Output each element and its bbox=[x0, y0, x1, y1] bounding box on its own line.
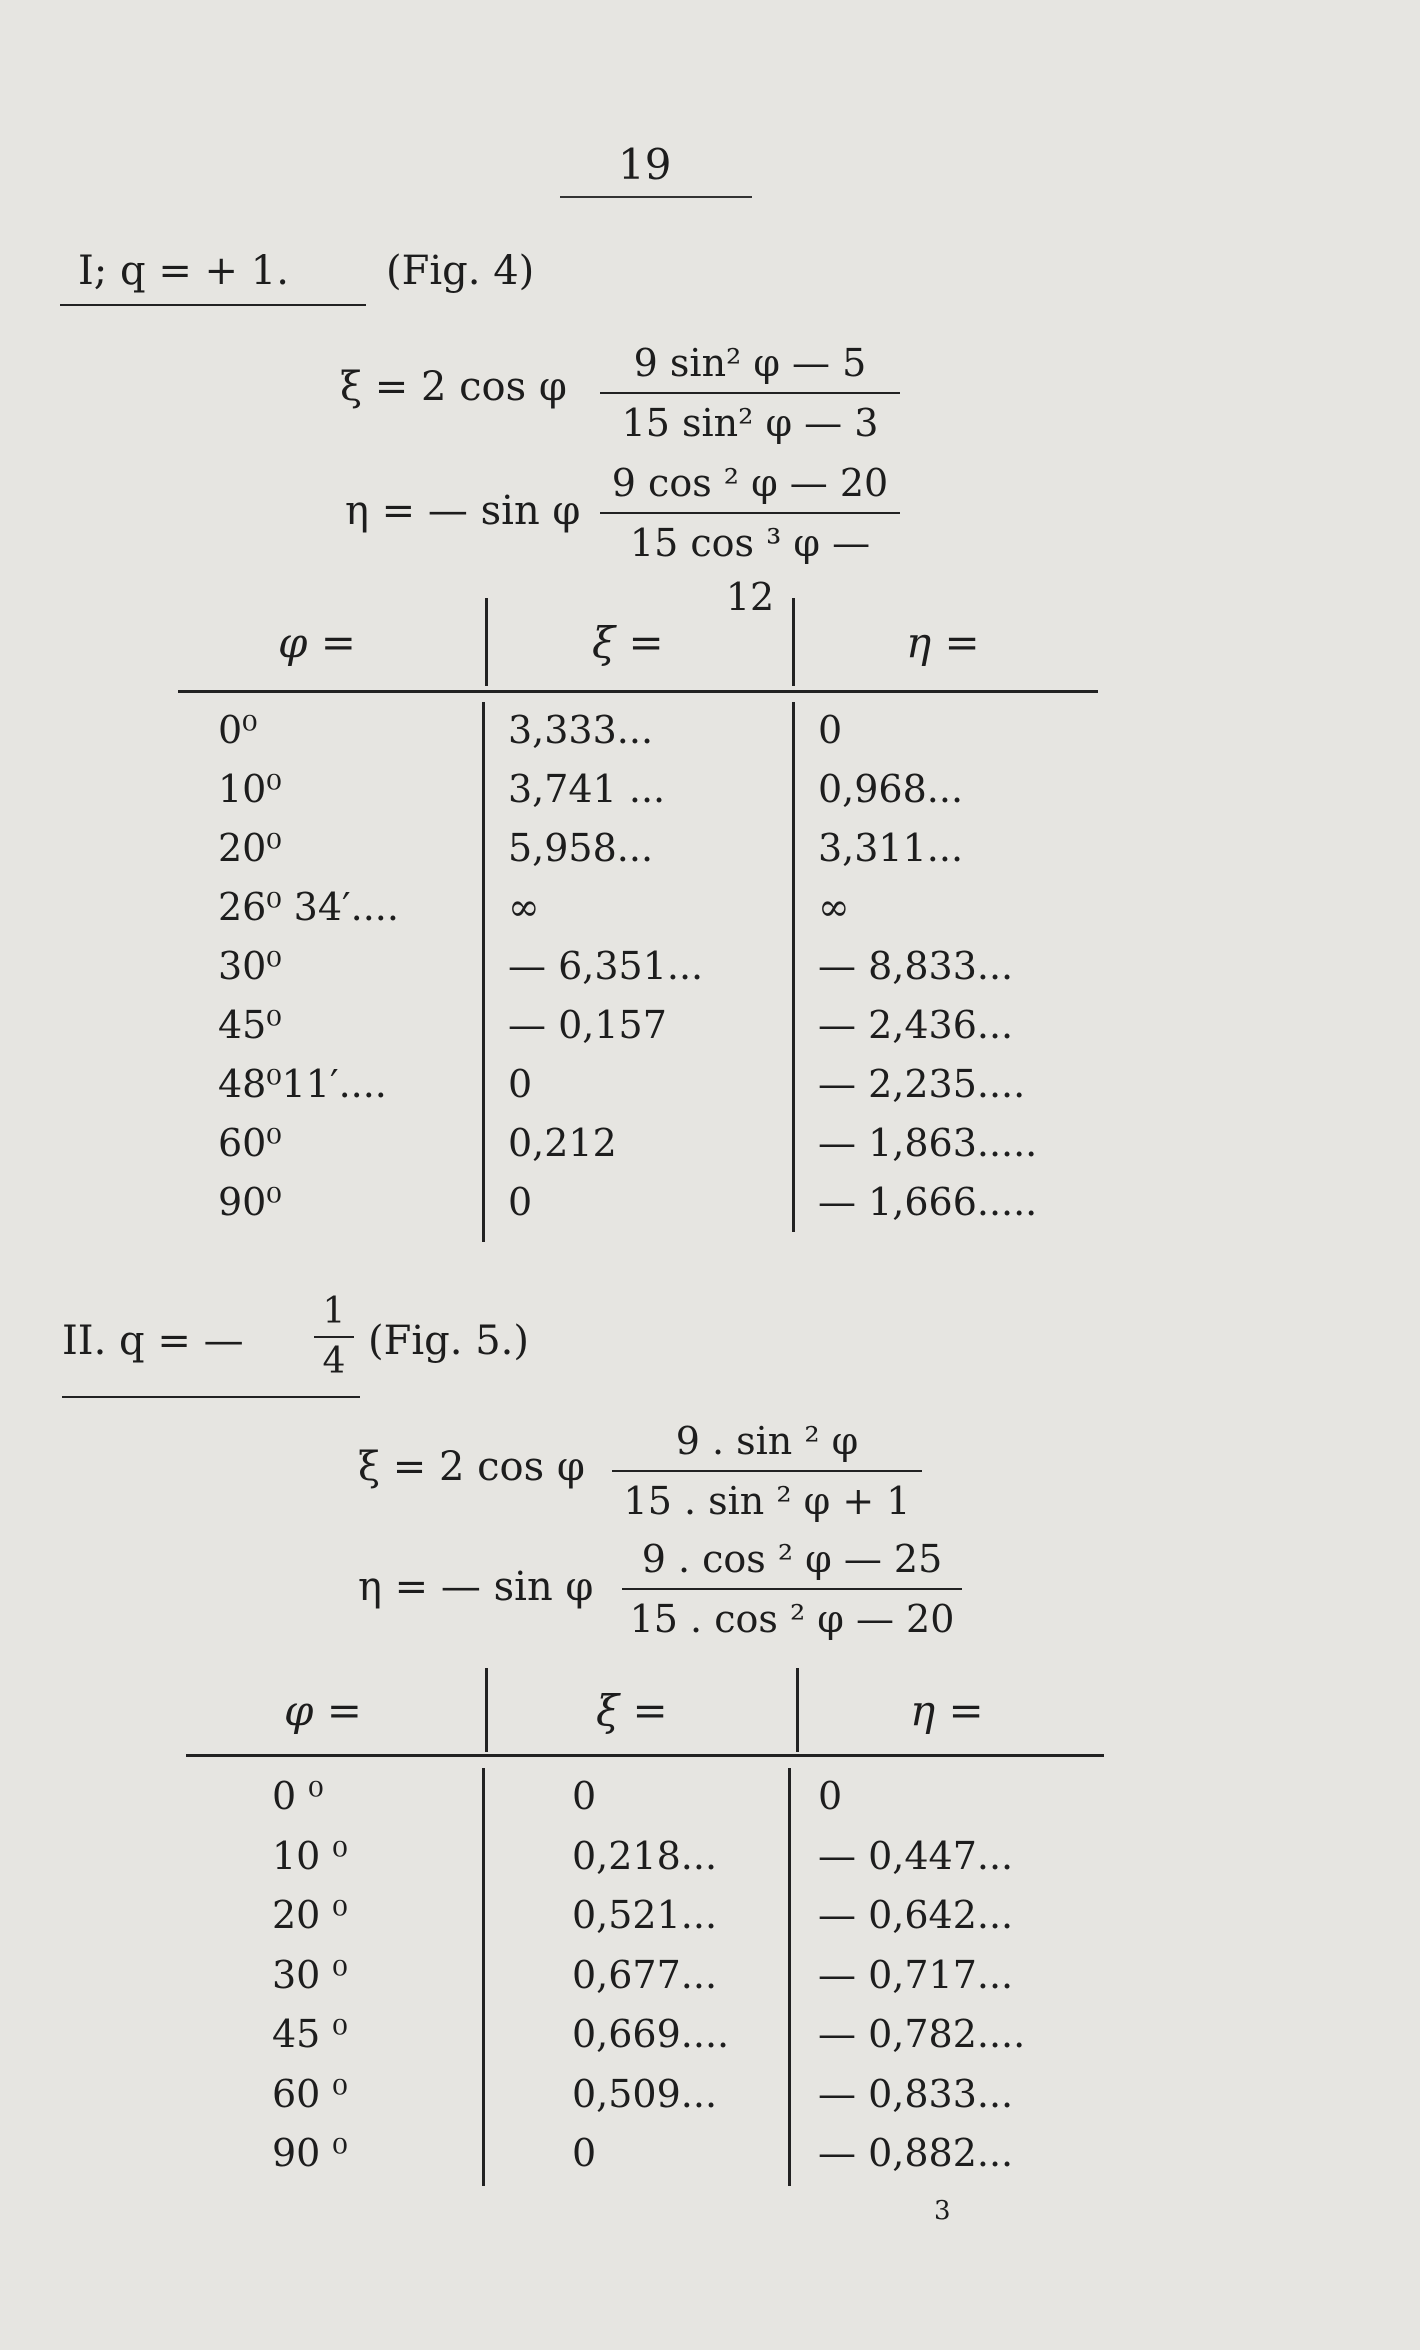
section2-fig-ref: (Fig. 5.) bbox=[368, 1318, 529, 1364]
section2-q-numerator: 1 bbox=[322, 1291, 346, 1332]
section2-row-4-phi: 45 ⁰ bbox=[272, 2012, 348, 2056]
section2-eta-numerator: 9 . cos ² φ — 25 bbox=[641, 1537, 943, 1581]
section1-row-7-xi: 0,212 bbox=[508, 1121, 617, 1165]
section1-row-3-eta: ∞ bbox=[818, 885, 850, 929]
section2-header-phi: φ = bbox=[284, 1686, 362, 1735]
section2-q-fraction bbox=[314, 1290, 354, 1384]
section1-row-7-eta: — 1,863..... bbox=[818, 1121, 1038, 1165]
section1-xi-lhs: ξ = 2 cos φ bbox=[340, 364, 567, 410]
section2-xi-fraction bbox=[612, 1414, 922, 1528]
section2-header-divider bbox=[485, 1668, 488, 1752]
section1-row-1-phi: 10⁰ bbox=[218, 767, 282, 811]
section2-row-3-xi: 0,677... bbox=[572, 1952, 718, 1997]
section1-header-divider bbox=[485, 598, 488, 686]
section2-xi-denominator: 15 . sin ² φ + 1 bbox=[623, 1479, 911, 1523]
fraction-bar bbox=[622, 1588, 962, 1590]
section1-row-2-xi: 5,958... bbox=[508, 826, 654, 870]
section1-eta-denominator: 15 cos ³ φ — 12 bbox=[629, 521, 871, 619]
section2-header-eta: η = bbox=[910, 1686, 984, 1735]
section1-row-8-phi: 90⁰ bbox=[218, 1180, 282, 1224]
section2-row-3-phi: 30 ⁰ bbox=[272, 1952, 348, 1997]
section2-header-rule bbox=[186, 1754, 1104, 1757]
section2-heading-rule bbox=[62, 1396, 360, 1398]
section1-row-4-phi: 30⁰ bbox=[218, 944, 282, 988]
section1-row-5-phi: 45⁰ bbox=[218, 1003, 282, 1047]
page-number: 19 bbox=[618, 140, 672, 189]
section1-row-0-eta: 0 bbox=[818, 708, 843, 752]
section2-row-3-eta: — 0,717... bbox=[818, 1952, 1014, 1997]
fraction-bar bbox=[600, 512, 900, 514]
section1-row-1-eta: 0,968... bbox=[818, 767, 964, 811]
section2-row-1-phi: 10 ⁰ bbox=[272, 1833, 348, 1878]
section1-row-7-phi: 60⁰ bbox=[218, 1121, 282, 1165]
section2-column-divider bbox=[788, 1768, 791, 2186]
signature-mark: 3 bbox=[934, 2196, 951, 2226]
section1-row-4-xi: — 6,351... bbox=[508, 944, 704, 988]
section1-xi-fraction bbox=[600, 336, 900, 450]
section1-row-4-eta: — 8,833... bbox=[818, 944, 1014, 988]
section1-row-8-xi: 0 bbox=[508, 1180, 533, 1224]
section2-row-0-phi: 0 ⁰ bbox=[272, 1774, 324, 1818]
section1-heading: I; q = + 1. bbox=[78, 248, 289, 294]
section2-row-6-phi: 90 ⁰ bbox=[272, 2131, 348, 2175]
section1-row-2-phi: 20⁰ bbox=[218, 826, 282, 870]
section2-heading: II. q = — bbox=[62, 1318, 244, 1364]
section1-heading-rule bbox=[60, 304, 366, 306]
section1-xi-numerator: 9 sin² φ — 5 bbox=[633, 341, 867, 385]
section2-xi-numerator: 9 . sin ² φ bbox=[675, 1419, 859, 1463]
section1-header-divider bbox=[792, 598, 795, 686]
section1-row-6-xi: 0 bbox=[508, 1062, 533, 1106]
section1-xi-denominator: 15 sin² φ — 3 bbox=[621, 401, 879, 445]
fraction-bar bbox=[314, 1336, 354, 1338]
section2-row-2-xi: 0,521... bbox=[572, 1893, 718, 1937]
fraction-bar bbox=[612, 1470, 922, 1472]
section1-fig-ref: (Fig. 4) bbox=[386, 248, 535, 294]
section2-eta-fraction bbox=[622, 1532, 962, 1646]
section2-row-0-xi: 0 bbox=[572, 1774, 597, 1818]
section2-xi-lhs: ξ = 2 cos φ bbox=[358, 1444, 585, 1490]
section1-row-1-xi: 3,741 ... bbox=[508, 767, 666, 811]
section2-row-6-eta: — 0,882... bbox=[818, 2131, 1014, 2175]
section1-row-0-xi: 3,333... bbox=[508, 708, 654, 752]
section1-row-6-eta: — 2,235.... bbox=[818, 1062, 1026, 1106]
section2-row-2-eta: — 0,642... bbox=[818, 1893, 1014, 1937]
section1-header-xi: ξ = bbox=[592, 618, 664, 667]
section2-row-5-phi: 60 ⁰ bbox=[272, 2071, 348, 2116]
page-number-rule bbox=[560, 196, 752, 198]
section1-row-2-eta: 3,311... bbox=[818, 826, 964, 870]
section1-column-divider bbox=[792, 702, 795, 1232]
section2-row-4-xi: 0,669.... bbox=[572, 2012, 730, 2056]
section1-row-5-eta: — 2,436... bbox=[818, 1003, 1014, 1047]
section2-row-0-eta: 0 bbox=[818, 1774, 843, 1818]
fraction-bar bbox=[600, 392, 900, 394]
section1-eta-fraction bbox=[600, 456, 900, 624]
section1-column-divider bbox=[482, 702, 485, 1242]
section1-row-3-xi: ∞ bbox=[508, 885, 540, 929]
section1-header-phi: φ = bbox=[278, 618, 356, 667]
section2-row-1-eta: — 0,447... bbox=[818, 1833, 1014, 1878]
section2-header-xi: ξ = bbox=[596, 1686, 668, 1735]
section1-eta-lhs: η = — sin φ bbox=[345, 488, 581, 534]
section2-row-5-eta: — 0,833... bbox=[818, 2071, 1014, 2116]
section1-header-rule bbox=[178, 690, 1098, 693]
section2-header-divider bbox=[796, 1668, 799, 1752]
section2-q-denominator: 4 bbox=[322, 1341, 346, 1382]
section2-column-divider bbox=[482, 1768, 485, 2186]
section1-row-3-phi: 26⁰ 34′.... bbox=[218, 885, 399, 929]
section2-eta-lhs: η = — sin φ bbox=[358, 1564, 594, 1610]
section1-row-0-phi: 0⁰ bbox=[218, 708, 258, 752]
section2-eta-denominator: 15 . cos ² φ — 20 bbox=[629, 1597, 955, 1641]
section2-row-1-xi: 0,218... bbox=[572, 1833, 718, 1878]
section2-row-2-phi: 20 ⁰ bbox=[272, 1893, 348, 1937]
section1-header-eta: η = bbox=[906, 618, 980, 667]
section2-row-6-xi: 0 bbox=[572, 2131, 597, 2175]
section1-row-6-phi: 48⁰11′.... bbox=[218, 1062, 387, 1106]
section1-row-5-xi: — 0,157 bbox=[508, 1003, 667, 1047]
section1-row-8-eta: — 1,666..... bbox=[818, 1180, 1038, 1224]
section2-row-4-eta: — 0,782.... bbox=[818, 2012, 1026, 2056]
section2-row-5-xi: 0,509... bbox=[572, 2071, 718, 2116]
section1-eta-numerator: 9 cos ² φ — 20 bbox=[611, 461, 889, 505]
